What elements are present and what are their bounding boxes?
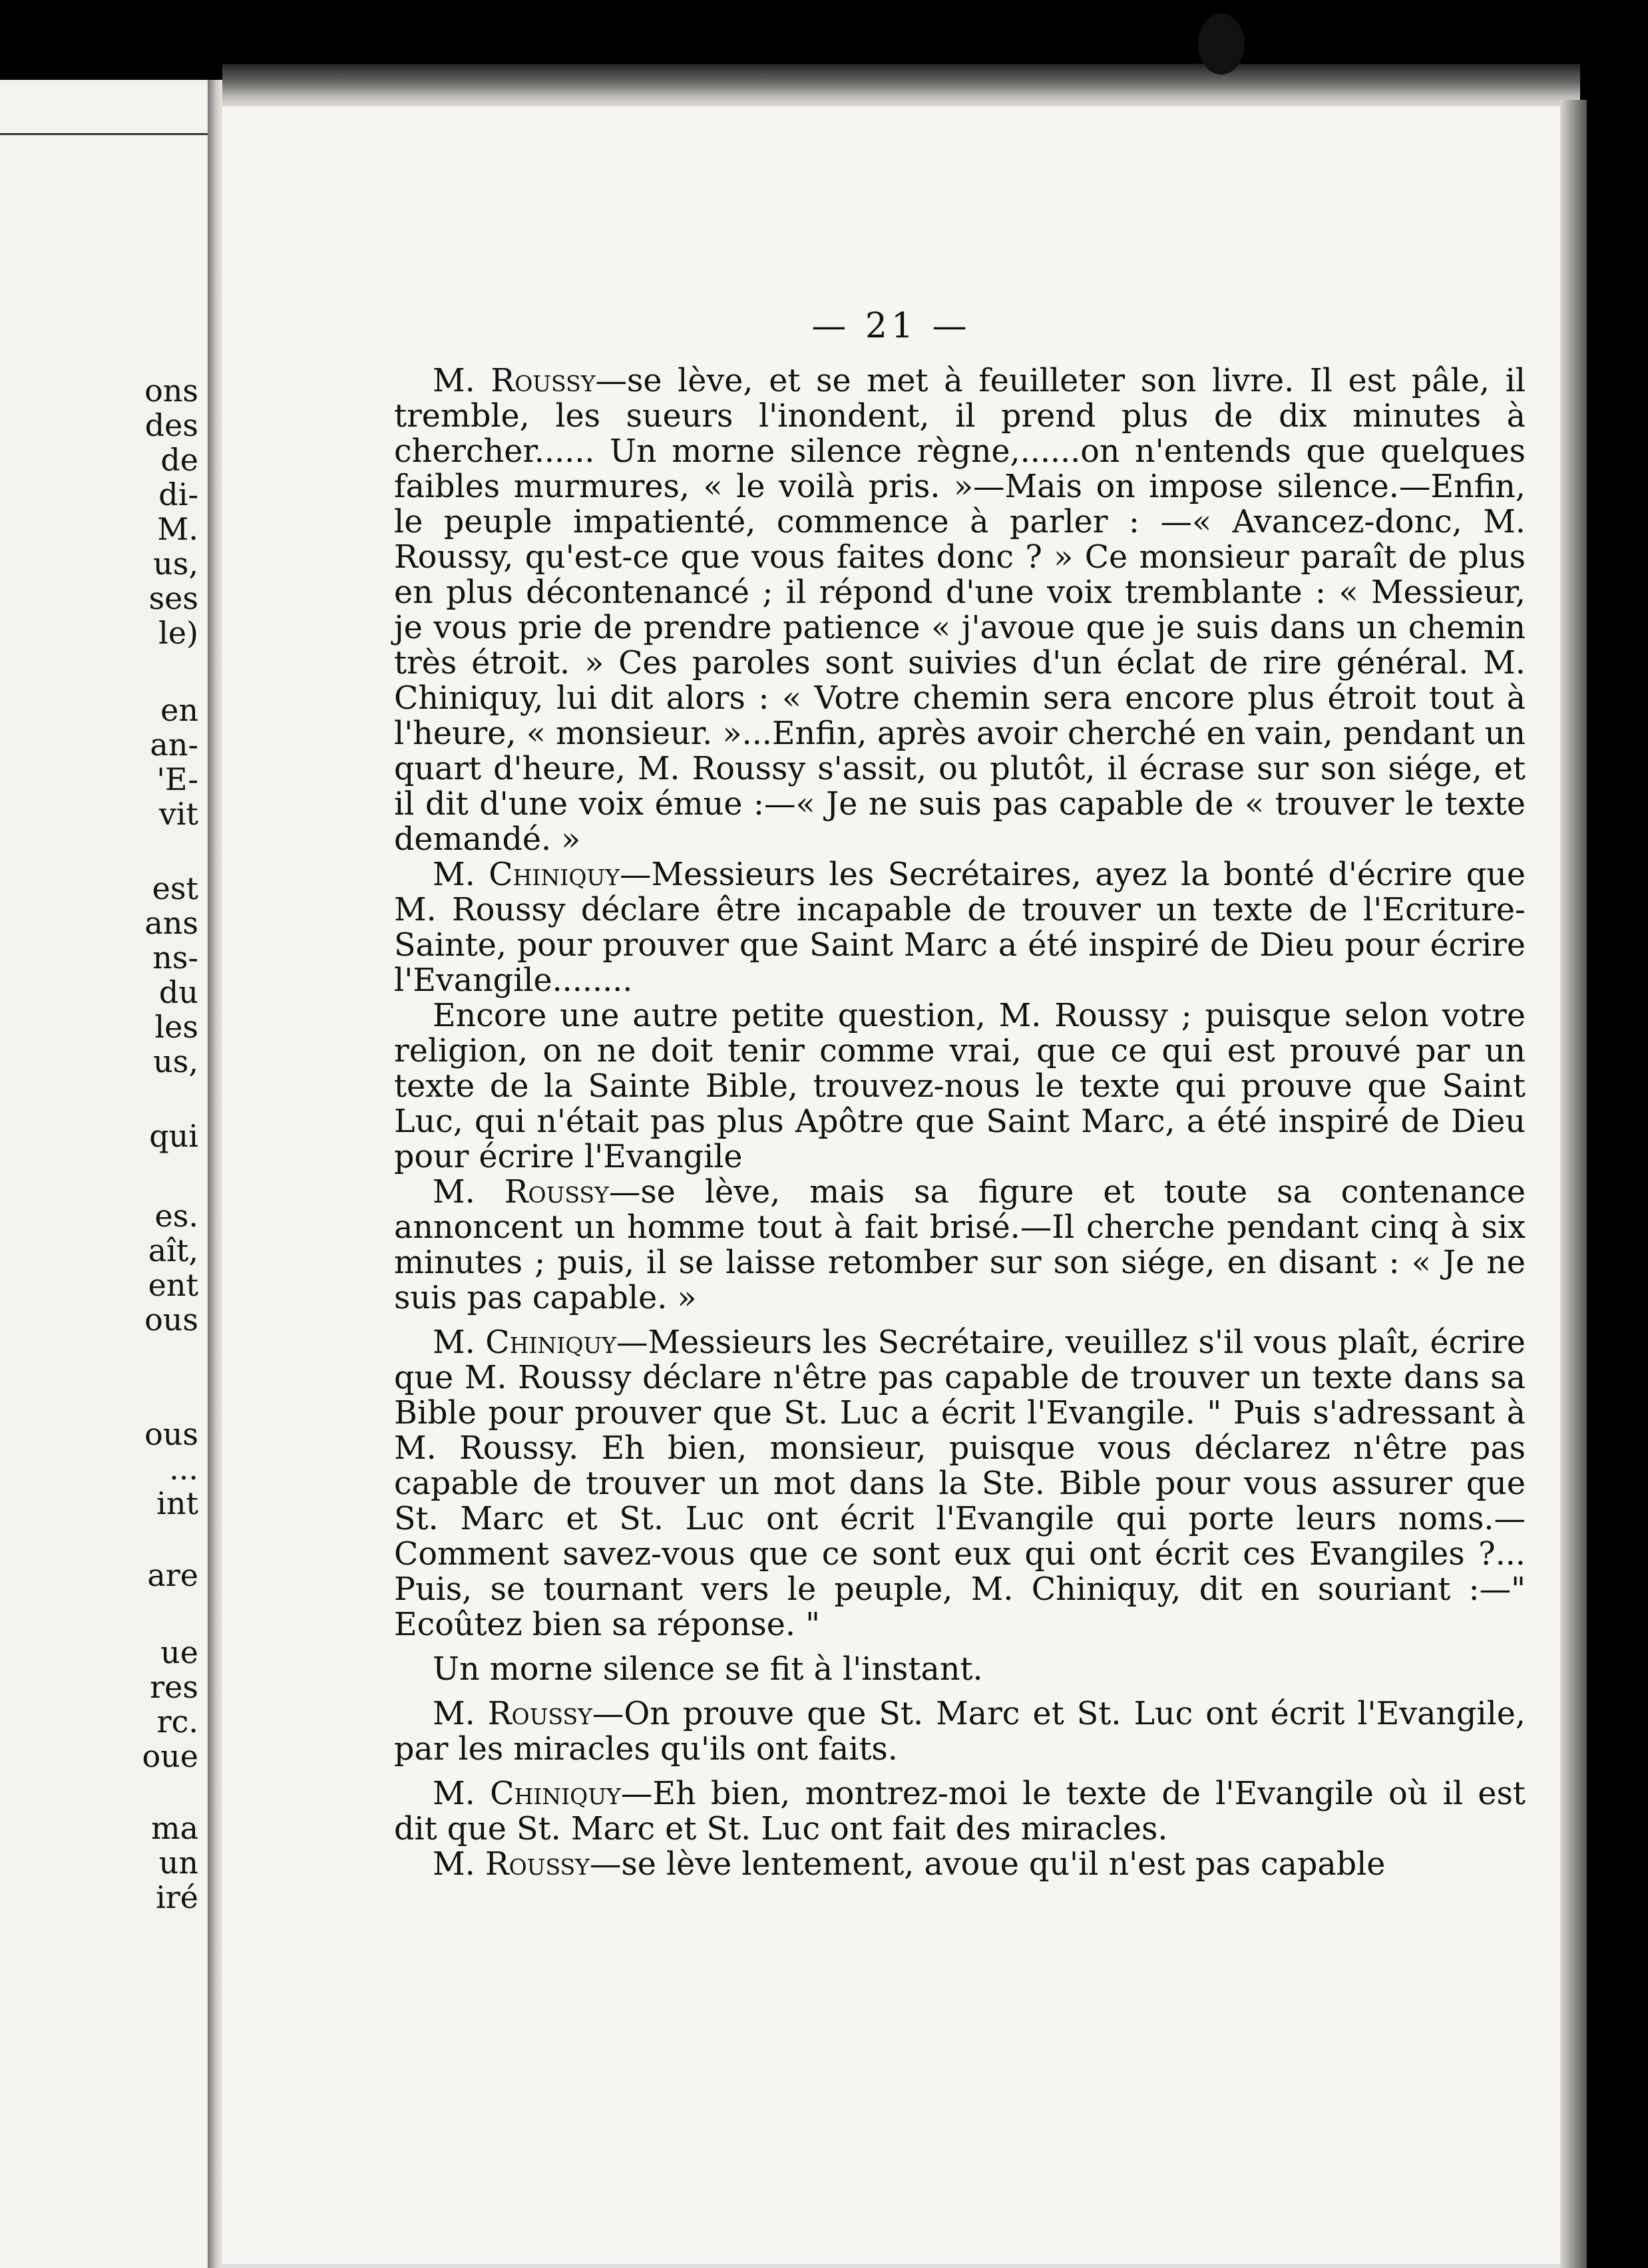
- page-bottom-edge: [222, 2264, 1560, 2268]
- paragraph-text: —se lève, et se met à feuilleter son livre. Il est pâle, il tremble, les sueurs l'inondent, il prend plus de dix minutes à chercher...... Un morne silence règne,......on n'entends que quelques faibles murmures, « le voilà pris. »—Mais on impose silence.—Enfin, le peuple impatienté, commence à parler : —« Avancez-donc, M. Roussy, qu'est-ce que vous faites donc ? » Ce monsieur paraît de plus en plus décontenancé ; il répond d'une voix tremblante : « Messieur, je vous prie de prendre patience « j'avoue que je suis dans un chemin très étroit. » Ces paroles sont suivies d'un éclat de rire général. M. Chiniquy, lui dit alors : « Votre chemin sera encore plus étroit tout à l'heure, « monsieur. »...Enfin, après avoir cherché en vain, pendant un quart d'heure, M. Roussy s'assit, ou plutôt, il écrase sur son siége, et il dit d'une voix émue :—« Je ne suis pas capable de « trouver le texte demandé. »: [394, 363, 1526, 858]
- right-page: [222, 106, 1560, 2268]
- left-page-fragment: ...: [169, 1451, 198, 1487]
- paragraph-text: Un morne silence se fit à l'instant.: [433, 1651, 983, 1688]
- left-page-fragment: ous: [144, 1302, 198, 1338]
- left-page-fragment: ma: [150, 1810, 198, 1846]
- body-paragraph: [394, 1776, 1526, 1847]
- left-page-fragment: ue: [160, 1634, 198, 1670]
- left-page-fragment: es.: [154, 1198, 198, 1234]
- left-page-fragment: oue: [142, 1738, 198, 1774]
- page-top-edge: [222, 64, 1580, 110]
- speaker-name: M. Chiniquy: [433, 1324, 616, 1361]
- speaker-name: M. Roussy: [433, 1846, 590, 1883]
- speaker-name: M. Roussy: [433, 1174, 609, 1211]
- book-gutter: [208, 80, 222, 2268]
- left-page-fragment: ns-: [152, 940, 198, 976]
- left-page-fragment: les: [154, 1009, 198, 1045]
- paragraph-text: —se lève lentement, avoue qu'il n'est pas capable: [589, 1846, 1386, 1883]
- paragraph-text: —Eh bien, montrez-moi le texte de l'Evangile où il est dit que St. Marc et St. Luc ont fait des miracles.: [394, 1776, 1526, 1847]
- body-paragraph: [394, 1652, 1526, 1687]
- paragraph-text: —On prouve que St. Marc et St. Luc ont écrit l'Evangile, par les miracles qu'ils ont faits.: [394, 1696, 1526, 1768]
- body-paragraph: [394, 857, 1526, 998]
- left-page-fragment: di-: [158, 476, 198, 512]
- right-page-edge-shadow: [1560, 100, 1587, 2268]
- left-page-fragment: M.: [157, 511, 198, 547]
- left-page-fragment: des: [144, 407, 198, 443]
- paragraph-text: —Messieurs les Secrétaires, ayez la bonté d'écrire que M. Roussy déclare être incapable de trouver un texte de l'Ecriture-Sainte, pour prouver que Saint Marc a été inspiré de Dieu pour écrire l'Evangile........: [394, 856, 1526, 999]
- left-page-fragment: aît,: [148, 1232, 198, 1268]
- page-number: — 21 —: [811, 306, 971, 346]
- speaker-name: M. Chiniquy: [433, 856, 620, 893]
- left-page-fragment: an-: [150, 727, 198, 763]
- left-page-fragment: est: [152, 870, 198, 906]
- left-page-fragment: iré: [156, 1879, 198, 1915]
- left-page-fragment: ent: [148, 1267, 198, 1303]
- left-page-fragment: 'E-: [156, 761, 198, 797]
- left-page-fragment: ous: [144, 1416, 198, 1452]
- page-body-text: [394, 363, 1526, 1882]
- left-page-text-fragments: [101, 80, 208, 2268]
- speaker-name: M. Roussy: [433, 1696, 592, 1732]
- body-paragraph: [394, 1696, 1526, 1767]
- paragraph-text: —Messieurs les Secrétaire, veuillez s'il vous plaît, écrire que M. Roussy déclare n'être pas capable de trouver un texte dans sa Bible pour prouver que St. Luc a écrit l'Evangile. " Puis s'adressant à M. Roussy. Eh bien, monsieur, puisque vous déclarez n'être pas capable de trouver un mot dans la Ste. Bible pour vous assurer que St. Marc et St. Luc ont écrit l'Evangile qui porte leurs noms.—Comment savez-vous que ce sont eux qui ont écrit ces Evangiles ?... Puis, se tournant vers le peuple, M. Chiniquy, dit en souriant :—" Ecoûtez bien sa réponse. ": [394, 1324, 1526, 1643]
- left-page-fragment: rc.: [156, 1704, 198, 1740]
- left-page-fragment: ses: [148, 580, 198, 616]
- left-page-fragment: de: [160, 442, 198, 478]
- paragraph-text: —se lève, mais sa figure et toute sa contenance annoncent un homme tout à fait brisé.—Il cherche pendant cinq à six minutes ; puis, il se laisse retomber sur son siége, en disant : « Je ne suis pas capable. »: [394, 1174, 1526, 1316]
- left-page-fragment: un: [158, 1845, 198, 1881]
- left-page-fragment: ons: [144, 373, 198, 409]
- speaker-name: M. Chiniquy: [433, 1776, 621, 1812]
- speaker-name: M. Roussy: [433, 363, 596, 399]
- left-page-fragment: le): [158, 615, 198, 651]
- paragraph-text: Encore une autre petite question, M. Roussy ; puisque selon votre religion, on ne doit tenir comme vrai, que ce qui est prouvé par un texte de la Sainte Bible, trouvez-nous le texte qui prouve que Saint Luc, qui n'était pas plus Apôtre que Saint Marc, a été inspiré de Dieu pour écrire l'Evangile: [394, 998, 1526, 1175]
- body-paragraph: [394, 1325, 1526, 1642]
- left-page-fragment: en: [160, 692, 198, 728]
- left-page-fragment: res: [150, 1669, 198, 1705]
- body-paragraph: [394, 1175, 1526, 1316]
- left-page-fragment: qui: [149, 1118, 198, 1154]
- left-page-fragment: vit: [158, 796, 198, 832]
- left-facing-page: [0, 80, 208, 2268]
- left-page-fragment: us,: [153, 546, 198, 582]
- body-paragraph: [394, 1847, 1526, 1882]
- ink-blot-mark: [1198, 13, 1245, 75]
- body-paragraph: [394, 363, 1526, 857]
- left-page-fragment: us,: [153, 1043, 198, 1079]
- left-page-fragment: ans: [144, 905, 198, 941]
- left-page-fragment: du: [158, 974, 198, 1010]
- left-page-fragment: are: [147, 1557, 198, 1593]
- body-paragraph: [394, 998, 1526, 1175]
- left-page-fragment: int: [156, 1485, 198, 1521]
